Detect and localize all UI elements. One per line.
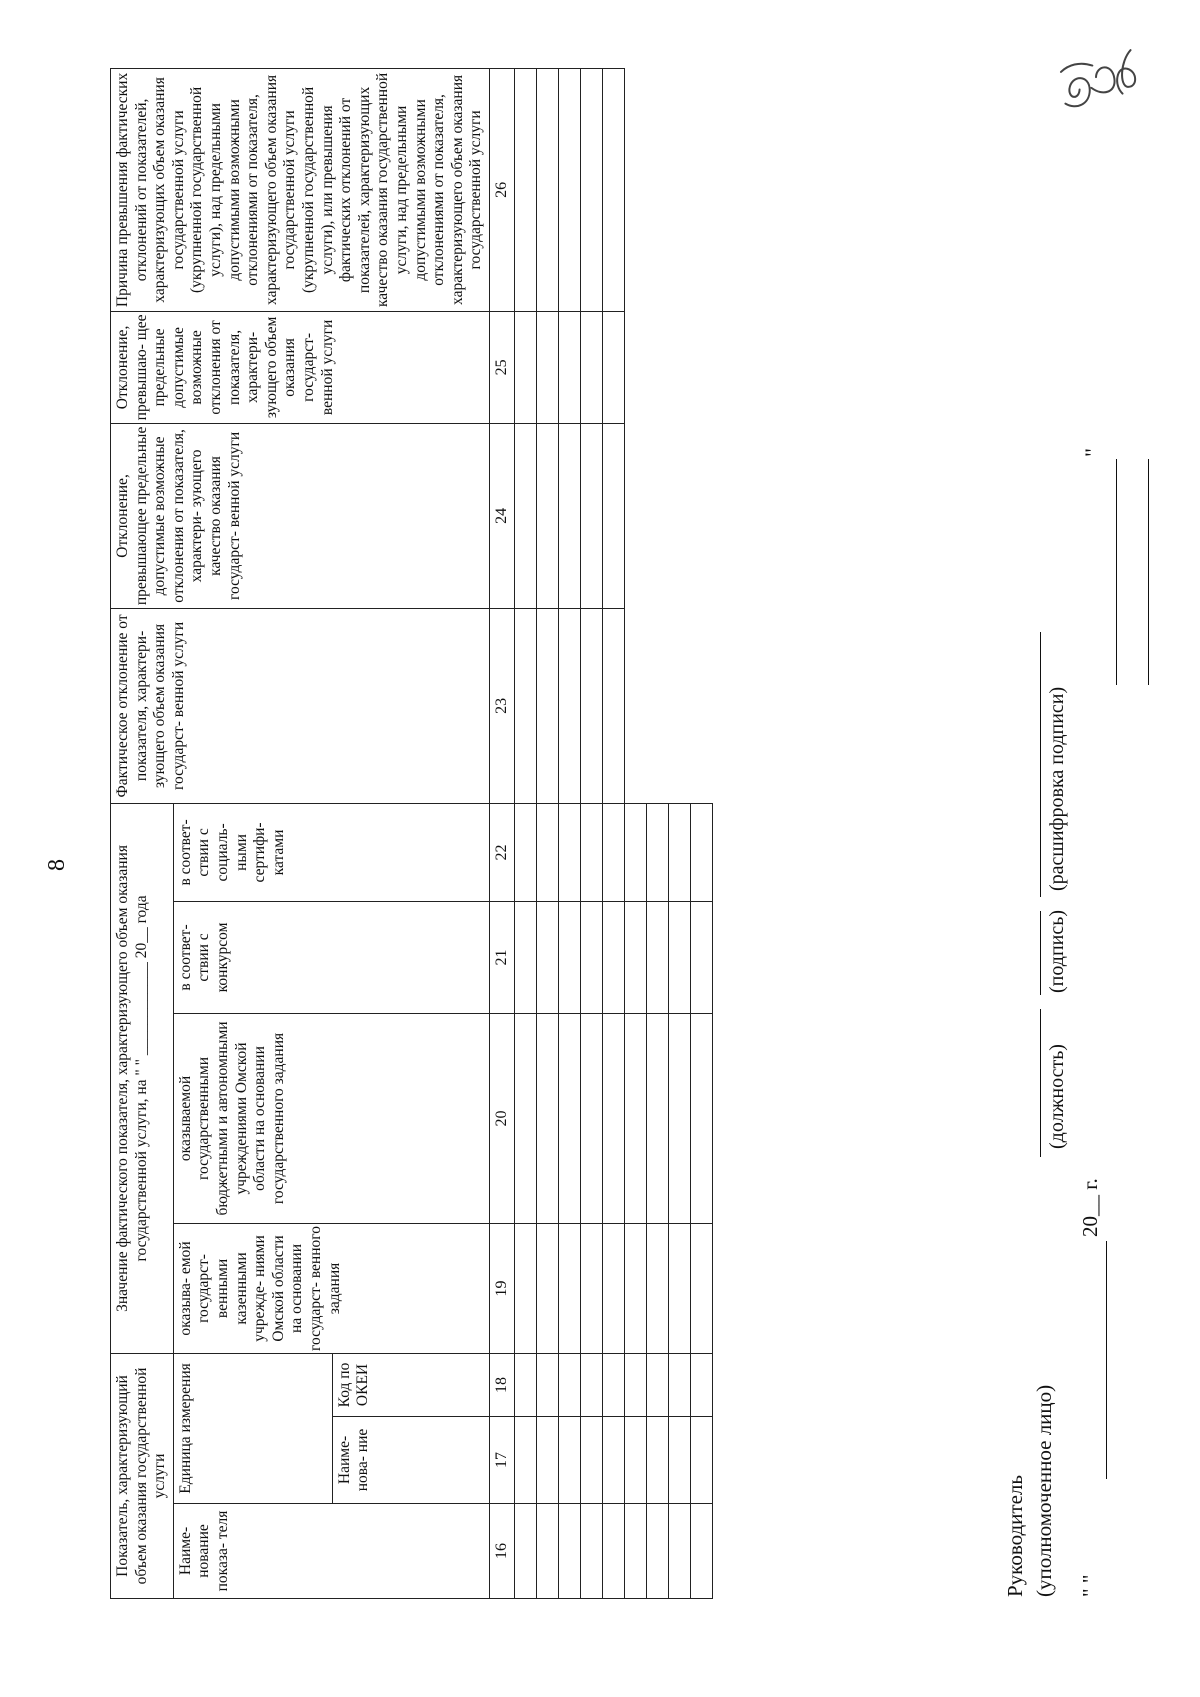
report-table	[110, 68, 713, 1599]
header-row-1	[111, 68, 174, 1598]
page-number: 8	[44, 859, 70, 871]
colnum-25: 25	[489, 311, 514, 423]
date-year: 20__ г.	[1078, 1178, 1102, 1237]
header-col17: Наиме- нова- ние	[332, 1417, 489, 1504]
position-line	[1040, 1009, 1041, 1157]
closing-quote: "	[1080, 448, 1105, 457]
colnum-23: 23	[489, 608, 514, 803]
header-col26: Причина превышения фактических отклонений от показателей, характеризующих объем оказания государственной услуги (укрупненной государственной услуги), над предельными допустимыми возможными отклонениями от показателя, характеризующего объем оказания государственной услуги (укрупненной государственной услуги), или превышения фактических отклонений от показателей, характеризующих качество оказания государственной услуги, над предельными допустимыми возможными отклонениями от показателя, характеризующего объем оказания государственной услуги	[111, 68, 490, 311]
head-label-authorized: (уполномоченное лицо)	[1032, 1384, 1056, 1597]
header-col24: Отклонение, превышающее предельные допустимые возможные отклонения от показателя, характери- зующего качество оказания государст- венной услуги	[111, 423, 490, 608]
header-col23: Фактическое отклонение от показателя, характери- зующего объем оказания государст- венной услуги	[111, 608, 490, 803]
colnum-24: 24	[489, 423, 514, 608]
header-unit-group: Единица измерения	[173, 1353, 332, 1503]
colnum-17: 17	[489, 1417, 514, 1504]
header-col25: Отклонение, превышаю- щее предельные допустимые возможные отклонения от показателя, характери- зующего объем оказания государст- венной услуги	[111, 311, 490, 423]
sign-caption: (подпись)	[1046, 909, 1068, 993]
header-col22: в соответ- ствии с социаль- ными сертифи- катами	[173, 803, 489, 901]
colnum-26: 26	[489, 68, 514, 311]
extra-line-1	[1116, 459, 1117, 685]
colnum-22: 22	[489, 803, 514, 901]
table-row	[580, 68, 602, 1598]
header-value-group: Значение фактического показателя, характеризующего объем оказания государственной услуги, на " " ____________ 20__ года	[111, 803, 174, 1353]
date-line	[1106, 1241, 1107, 1479]
colnum-21: 21	[489, 901, 514, 1013]
table-row	[690, 68, 712, 1598]
decode-caption: (расшифровка подписи)	[1046, 686, 1068, 891]
header-col21: в соответ- ствии с конкурсом	[173, 901, 489, 1013]
colnum-20: 20	[489, 1013, 514, 1223]
head-label: Руководитель	[1003, 1475, 1027, 1597]
table-row	[536, 68, 558, 1598]
colnum-18: 18	[489, 1353, 514, 1416]
table-row	[668, 68, 690, 1598]
header-col18: Код по ОКЕИ	[332, 1353, 489, 1416]
table-row	[646, 68, 668, 1598]
table-row	[624, 68, 646, 1598]
colnum-19: 19	[489, 1223, 514, 1353]
table-row	[558, 68, 580, 1598]
handwritten-signature-icon	[1042, 37, 1152, 117]
header-col16: Наиме- нование показа- теля	[173, 1504, 489, 1599]
column-number-row	[489, 68, 514, 1598]
table-row	[514, 68, 536, 1598]
extra-line-2	[1148, 459, 1149, 685]
header-col19: оказыва- емой государст- венными казенными учрежде- ниями Омской области на основании государст- венного задания	[173, 1223, 489, 1353]
header-indicator-group: Показатель, характеризующий объем оказания государственной услуги	[111, 1353, 174, 1598]
table-row	[602, 68, 624, 1598]
decode-line	[1040, 632, 1041, 897]
sign-line	[1040, 911, 1041, 995]
position-caption: (должность)	[1046, 1044, 1068, 1149]
colnum-16: 16	[489, 1504, 514, 1599]
date-prefix: " "	[1078, 1574, 1102, 1597]
header-col20: оказываемой государственными бюджетными и автономными учреждениями Омской области на основании государственного задания	[173, 1013, 489, 1223]
